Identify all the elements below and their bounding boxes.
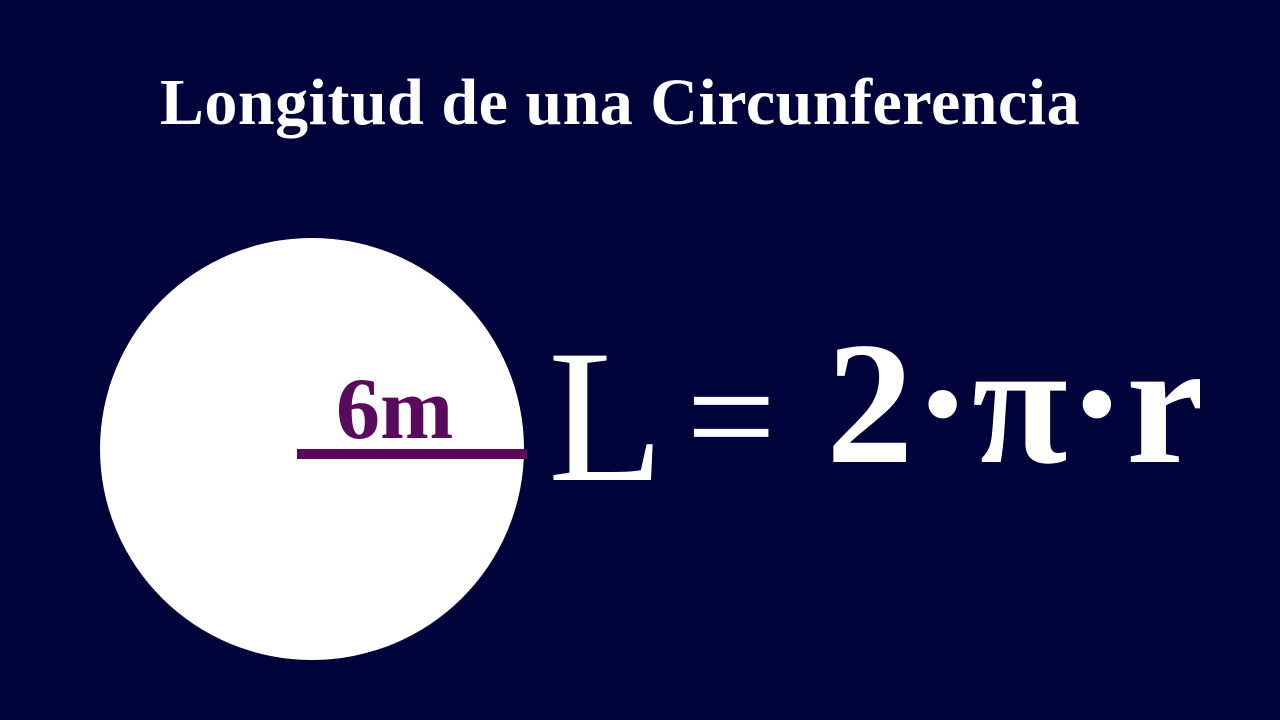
formula-lhs: L bbox=[548, 312, 665, 522]
slide-title: Longitud de una Circunferencia bbox=[159, 66, 1081, 139]
formula-rhs: 2·π·r bbox=[826, 306, 1204, 500]
radius-label: 6m bbox=[336, 361, 454, 458]
formula-equals: = bbox=[686, 327, 777, 505]
